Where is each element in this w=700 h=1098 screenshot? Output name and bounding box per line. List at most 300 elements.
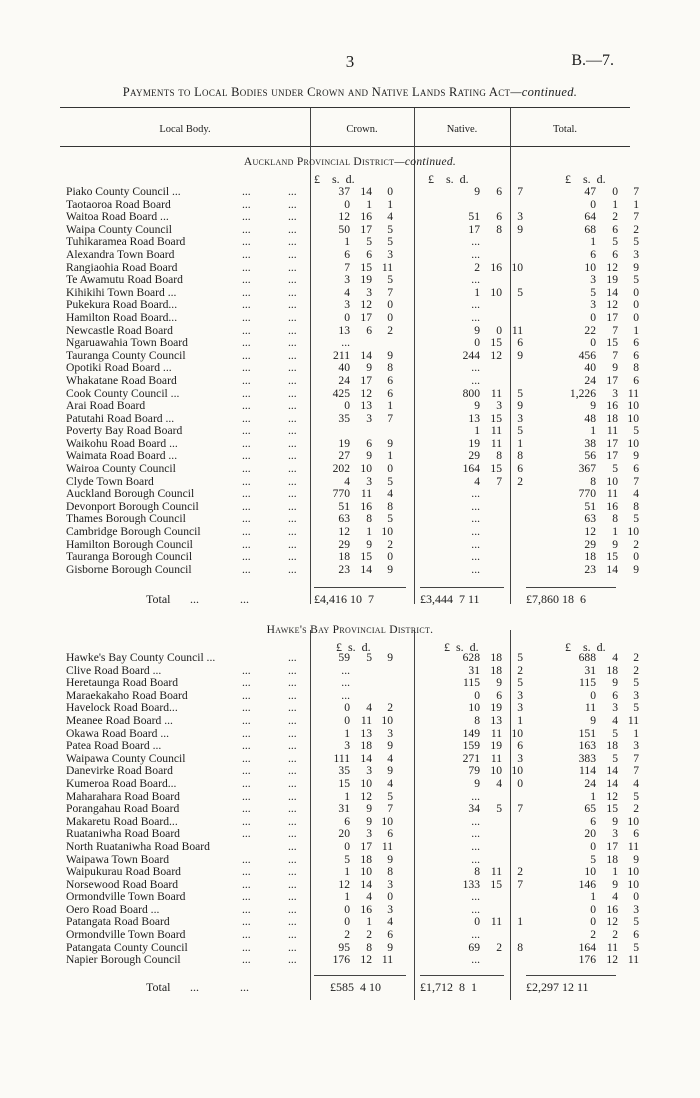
total-units-2: £ s. d. [565,640,606,654]
native-empty: ... [471,235,480,249]
native-empty: ... [471,512,480,526]
native-shillings: 12 [490,348,502,362]
local-body-name: Poverty Bay Road Board [66,424,183,438]
crown-amount [314,463,393,476]
leader-dots: ... [242,424,251,438]
total-shillings: 7 [612,348,618,362]
total-shillings: 5 [612,726,618,740]
total-pounds: 9 [590,713,596,727]
local-body-name: Okawa Road Board ... [66,726,170,740]
local-body-name: Gisborne Borough Council [66,562,192,576]
native-amount [444,841,480,854]
crown-pence: 8 [387,865,393,879]
native-pounds: 9 [474,323,480,337]
page-title-suffix: —continued. [510,85,578,99]
native-amount [444,312,480,325]
total-shillings: 11 [606,487,618,501]
native-empty: ... [471,839,480,853]
leader-dots: ... [288,323,297,337]
leader-dots: ... [242,361,251,375]
crown-shillings: 3 [366,285,372,299]
crown-empty: ... [341,688,350,702]
total-dots-a-2: ... [190,980,199,994]
total-pence: 0 [633,890,639,904]
local-body-name: Whakatane Road Board [66,373,177,387]
section-rows-auckland [66,185,639,576]
total-shillings: 17 [606,449,618,463]
native-empty: ... [471,814,480,828]
total-shillings: 12 [606,789,618,803]
total-pounds: 31 [584,663,596,677]
leader-dots: ... [242,726,251,740]
total-shillings: 14 [606,562,618,576]
crown-pounds: 63 [338,512,350,526]
crown-pence: 9 [387,436,393,450]
native-shillings: 3 [496,399,502,413]
total-pounds: 176 [578,953,596,967]
leader-dots: ... [288,185,297,198]
local-body-name: Tauranga Borough Council [66,550,193,564]
crown-shillings: 5 [366,235,372,249]
section-title-auckland: Auckland Provincial District—continued. [243,156,457,168]
total-pence: 5 [633,915,639,929]
total-amount [550,652,639,665]
native-pounds: 29 [468,449,480,463]
native-pence: 2 [517,663,523,677]
native-shillings: 11 [490,915,502,929]
total-pence: 11 [627,839,639,853]
leader-dots: ... [288,537,297,551]
crown-shillings: 2 [366,928,372,942]
crown-pounds: 4 [344,474,350,488]
total-shillings: 3 [612,827,618,841]
total-shillings: 7 [612,323,618,337]
leader-dots: ... [242,701,251,715]
native-amount [444,954,480,967]
crown-amount [314,841,393,854]
local-body-name: North Ruataniwha Road Board [66,839,210,853]
local-body-name: Ruataniwha Road Board [66,827,180,841]
native-pence: 5 [517,651,523,664]
crown-pence: 3 [387,877,393,891]
table-row [66,865,639,879]
crown-amount [314,450,393,463]
crown-pence: 5 [387,512,393,526]
crown-shillings: 9 [366,449,372,463]
table-row [66,185,639,199]
leader-dots: ... [242,487,251,501]
total-shillings: 2 [612,928,618,942]
total-pounds: 1 [590,789,596,803]
crown-shillings: 8 [366,940,372,954]
total-pounds: 68 [584,222,596,236]
crown-pence: 4 [387,487,393,501]
total-pounds: 12 [584,525,596,539]
crown-shillings: 9 [366,537,372,551]
leader-dots: ... [242,499,251,513]
total-amount [550,715,639,728]
crown-amount [314,501,393,514]
total-pence: 2 [633,663,639,677]
total-pounds: 1 [590,235,596,249]
total-amount [550,375,639,388]
native-empty: ... [471,525,480,539]
native-shillings: 11 [490,751,502,765]
leader-dots: ... [242,323,251,337]
crown-pence: 9 [387,764,393,778]
total-amount [550,425,639,438]
total-pence: 6 [633,928,639,942]
native-amount [444,677,523,690]
leader-dots: ... [242,827,251,841]
total-shillings: 17 [606,310,618,324]
total-native-2: £1,712 8 1 [420,980,477,994]
crown-amount [314,375,393,388]
table-row [66,676,639,690]
total-pence: 0 [633,285,639,299]
total-rule-total-2 [526,975,616,976]
crown-amount [314,312,393,325]
crown-pounds: 0 [344,902,350,916]
total-amount [550,891,639,904]
crown-amount [314,400,393,413]
crown-shillings: 4 [366,890,372,904]
native-pounds: 271 [462,751,480,765]
leader-dots: ... [242,940,251,954]
native-shillings: 18 [490,651,502,664]
crown-pounds: 0 [344,197,350,211]
native-amount [444,652,523,665]
crown-pence: 6 [387,928,393,942]
total-pence: 3 [633,688,639,702]
crown-pounds: 1 [344,789,350,803]
total-shillings: 9 [612,537,618,551]
table-row [66,713,639,728]
crown-pounds: 1 [344,235,350,249]
total-shillings: 15 [606,550,618,564]
native-pence: 0 [517,776,523,790]
local-body-name: Wairoa County Council [66,462,176,476]
local-body-name: Havelock Road Board... [66,701,178,715]
leader-dots: ... [242,789,251,803]
crown-shillings: 10 [360,462,372,476]
leader-dots: ... [242,449,251,463]
leader-dots: ... [288,726,297,740]
section-title-hawkes-bay: Hawke's Bay Provincial District. [266,624,434,636]
native-pence: 3 [517,701,523,715]
total-shillings: 3 [612,386,618,400]
total-shillings: 11 [606,424,618,438]
crown-pence: 4 [387,210,393,224]
crown-pounds: 0 [344,399,350,413]
native-amount [444,350,523,363]
leader-dots: ... [242,890,251,904]
leader-dots: ... [288,751,297,765]
leader-dots: ... [288,890,297,904]
crown-shillings: 9 [366,814,372,828]
leader-dots: ... [288,487,297,501]
local-body-name: Waikohu Road Board ... [66,436,178,450]
leader-dots: ... [242,663,251,677]
total-pence: 0 [633,310,639,324]
crown-pence: 4 [387,751,393,765]
native-pounds: 628 [462,651,480,664]
native-pence: 10 [511,726,523,740]
crown-shillings: 16 [360,902,372,916]
local-body-name: Waitoa Road Board ... [66,210,169,224]
total-pounds: 5 [590,852,596,866]
total-shillings: 9 [612,877,618,891]
total-amount [550,526,639,539]
native-shillings: 15 [490,336,502,350]
native-shillings: 13 [490,713,502,727]
local-body-name: Waipa County Council [66,222,172,236]
native-amount [444,425,523,438]
leader-dots: ... [242,185,251,198]
local-body-name: Ormondville Town Board [66,890,186,904]
native-shillings: 8 [496,222,502,236]
total-pence: 9 [633,449,639,463]
crown-amount [314,488,393,501]
native-pence: 1 [517,436,523,450]
crown-pence: 7 [387,802,393,816]
crown-pence: 11 [381,260,393,274]
native-shillings: 11 [490,726,502,740]
total-shillings: 16 [606,499,618,513]
native-amount [444,778,523,791]
total-amount [550,677,639,690]
native-empty: ... [471,537,480,551]
total-pounds: 40 [584,361,596,375]
total-shillings: 1 [612,865,618,879]
crown-shillings: 8 [366,512,372,526]
total-pounds: 38 [584,436,596,450]
crown-shillings: 11 [360,713,372,727]
leader-dots: ... [288,802,297,816]
total-pence: 5 [633,273,639,287]
leader-dots: ... [288,386,297,400]
native-pence: 5 [517,424,523,438]
total-rule-native-2 [420,975,504,976]
crown-pence: 7 [387,411,393,425]
leader-dots: ... [242,713,251,727]
total-pence: 7 [633,474,639,488]
crown-shillings: 17 [360,839,372,853]
native-pence: 5 [517,285,523,299]
total-shillings: 0 [612,185,618,198]
local-body-name: Napier Borough Council [66,953,181,967]
total-shillings: 3 [612,701,618,715]
leader-dots: ... [242,852,251,866]
leader-dots: ... [288,953,297,967]
total-crown-1: £4,416 10 7 [314,592,374,606]
crown-shillings: 13 [360,399,372,413]
total-pence: 10 [627,436,639,450]
leader-dots: ... [242,222,251,236]
total-pence: 11 [627,386,639,400]
native-pounds: 244 [462,348,480,362]
native-shillings: 9 [496,676,502,690]
native-shillings: 16 [490,260,502,274]
crown-amount [314,904,393,917]
native-empty: ... [471,487,480,501]
crown-pounds: 5 [344,852,350,866]
total-rule-total-1 [526,587,616,588]
local-body-name: Rangiaohia Road Board [66,260,178,274]
total-pence: 10 [627,877,639,891]
crown-units-1: £ s. d. [314,172,355,186]
local-body-name: Hawke's Bay County Council ... [66,651,216,664]
crown-pounds: 35 [338,764,350,778]
local-body-name: Waimata Road Board ... [66,449,178,463]
total-shillings: 14 [606,285,618,299]
crown-shillings: 13 [360,726,372,740]
local-body-name: Hamilton Borough Council [66,537,193,551]
crown-units-2: £ s. d. [336,640,371,654]
crown-pence: 5 [387,789,393,803]
local-body-name: Piako County Council ... [66,185,181,198]
leader-dots: ... [242,739,251,753]
leader-dots: ... [288,247,297,261]
table-row [66,953,639,967]
total-pounds: 1,226 [569,386,596,400]
native-empty: ... [471,562,480,576]
crown-amount [314,476,393,489]
crown-amount [314,262,393,275]
native-shillings: 11 [490,386,502,400]
native-amount [444,249,480,262]
native-pounds: 159 [462,739,480,753]
total-pence: 0 [633,298,639,312]
total-shillings: 4 [612,651,618,664]
native-pence: 5 [517,386,523,400]
native-pence: 1 [517,713,523,727]
native-amount [444,942,523,955]
total-pence: 3 [633,902,639,916]
crown-amount [314,211,393,224]
total-shillings: 1 [612,525,618,539]
total-pence: 1 [633,726,639,740]
crown-shillings: 12 [360,789,372,803]
leader-dots: ... [242,197,251,211]
native-pence: 2 [517,865,523,879]
local-body-name: Maraekakaho Road Board [66,688,188,702]
leader-dots: ... [242,877,251,891]
table-row [66,890,639,904]
crown-pence: 0 [387,462,393,476]
leader-dots: ... [242,285,251,299]
total-pence: 5 [633,789,639,803]
total-shillings: 18 [606,739,618,753]
crown-amount [314,274,393,287]
native-pence: 8 [517,940,523,954]
total-pounds: 0 [590,336,596,350]
total-rule-crown-2 [314,975,406,976]
total-pounds: 22 [584,323,596,337]
crown-amount [314,438,393,451]
native-pounds: 51 [468,210,480,224]
table-row [66,424,639,438]
table-row [66,336,639,350]
total-shillings: 10 [606,474,618,488]
local-body-name: Ormondville Town Board [66,928,186,942]
native-pence: 2 [517,474,523,488]
native-pounds: 79 [468,764,480,778]
total-shillings: 12 [606,915,618,929]
crown-amount [314,236,393,249]
total-amount [550,778,639,791]
native-pounds: 800 [462,386,480,400]
local-body-name: Waipukurau Road Board [66,865,181,879]
local-body-name: Alexandra Town Board [66,247,175,261]
total-shillings: 6 [612,688,618,702]
crown-pence: 10 [381,525,393,539]
total-shillings: 19 [606,273,618,287]
crown-pence: 6 [387,373,393,387]
total-crown-2: £585 4 10 [330,980,381,994]
native-shillings: 6 [496,210,502,224]
leader-dots: ... [288,260,297,274]
total-amount [550,312,639,325]
leader-dots: ... [242,436,251,450]
leader-dots: ... [242,865,251,879]
local-body-name: Newcastle Road Board [66,323,173,337]
native-amount [444,337,523,350]
crown-amount [314,891,393,904]
total-shillings: 11 [606,940,618,954]
local-body-name: Te Awamutu Road Board [66,273,183,287]
leader-dots: ... [242,247,251,261]
total-pence: 3 [633,247,639,261]
total-pounds: 2 [590,928,596,942]
leader-dots: ... [288,764,297,778]
crown-empty: ... [341,663,350,677]
crown-amount [314,816,393,829]
total-shillings: 15 [606,336,618,350]
native-pence: 3 [517,411,523,425]
total-pence: 9 [633,852,639,866]
native-amount [444,916,523,929]
crown-pence: 9 [387,852,393,866]
leader-dots: ... [288,701,297,715]
leader-dots: ... [242,802,251,816]
crown-amount [314,224,393,237]
page-title [0,85,700,100]
native-pence: 10 [511,764,523,778]
crown-amount [314,388,393,401]
native-empty: ... [471,310,480,324]
local-body-name: Meanee Road Board ... [66,713,173,727]
crown-shillings: 18 [360,852,372,866]
crown-pounds: 20 [338,827,350,841]
native-pounds: 115 [463,676,480,690]
total-pence: 10 [627,399,639,413]
crown-pence: 4 [387,915,393,929]
total-pounds: 51 [584,499,596,513]
crown-pence: 9 [387,348,393,362]
native-pence: 5 [517,676,523,690]
native-pounds: 0 [474,336,480,350]
local-body-name: Kumeroa Road Board... [66,776,177,790]
total-pence: 2 [633,651,639,664]
total-pounds: 23 [584,562,596,576]
total-pounds: 367 [578,462,596,476]
crown-shillings: 6 [366,436,372,450]
crown-pence: 5 [387,235,393,249]
native-amount [444,488,480,501]
native-pounds: 1 [474,285,480,299]
total-amount [550,551,639,564]
